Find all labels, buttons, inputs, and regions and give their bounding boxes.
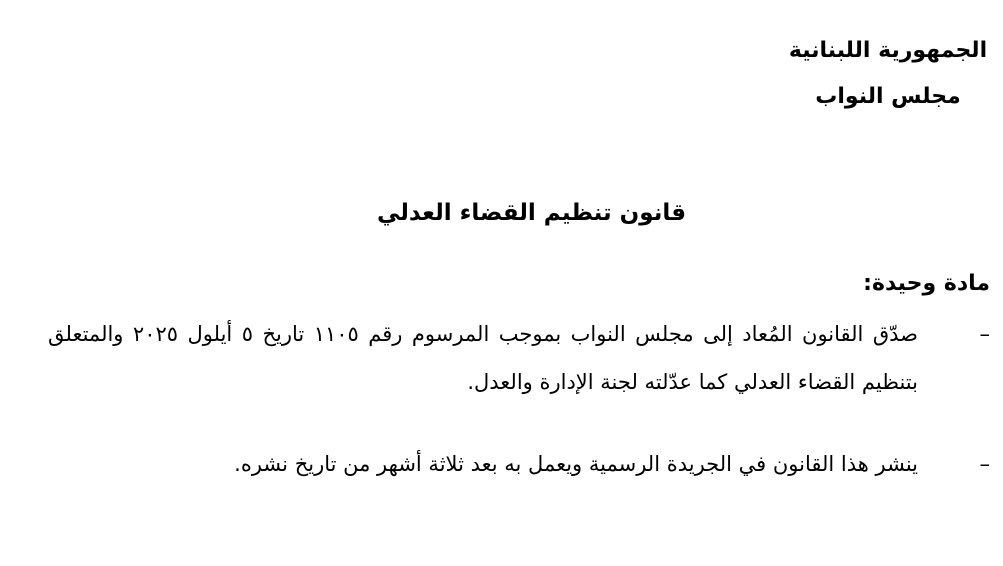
parliament-name: مجلس النواب bbox=[815, 84, 961, 109]
single-article-heading: مادة وحيدة: bbox=[863, 271, 990, 296]
dash-bullet-marker: – bbox=[979, 322, 990, 346]
clause-text: صدّق القانون المُعاد إلى مجلس النواب بموجب المرسوم رقم ١١٠٥ تاريخ ٥ أيلول ٢٠٢٥ والمتعلق بتنظيم القضاء العدلي كما عدّلته لجنة الإدارة والعدل. bbox=[48, 322, 918, 394]
document-title: قانون تنظيم القضاء العدلي bbox=[376, 200, 687, 226]
republic-name: الجمهورية اللبنانية bbox=[788, 38, 988, 63]
dash-bullet-marker: – bbox=[979, 452, 990, 476]
clause-item bbox=[48, 440, 990, 488]
clause-text: ينشر هذا القانون في الجريدة الرسمية ويعمل به بعد ثلاثة أشهر من تاريخ نشره. bbox=[234, 452, 918, 476]
clause-item bbox=[48, 310, 990, 406]
letterhead bbox=[783, 36, 993, 112]
